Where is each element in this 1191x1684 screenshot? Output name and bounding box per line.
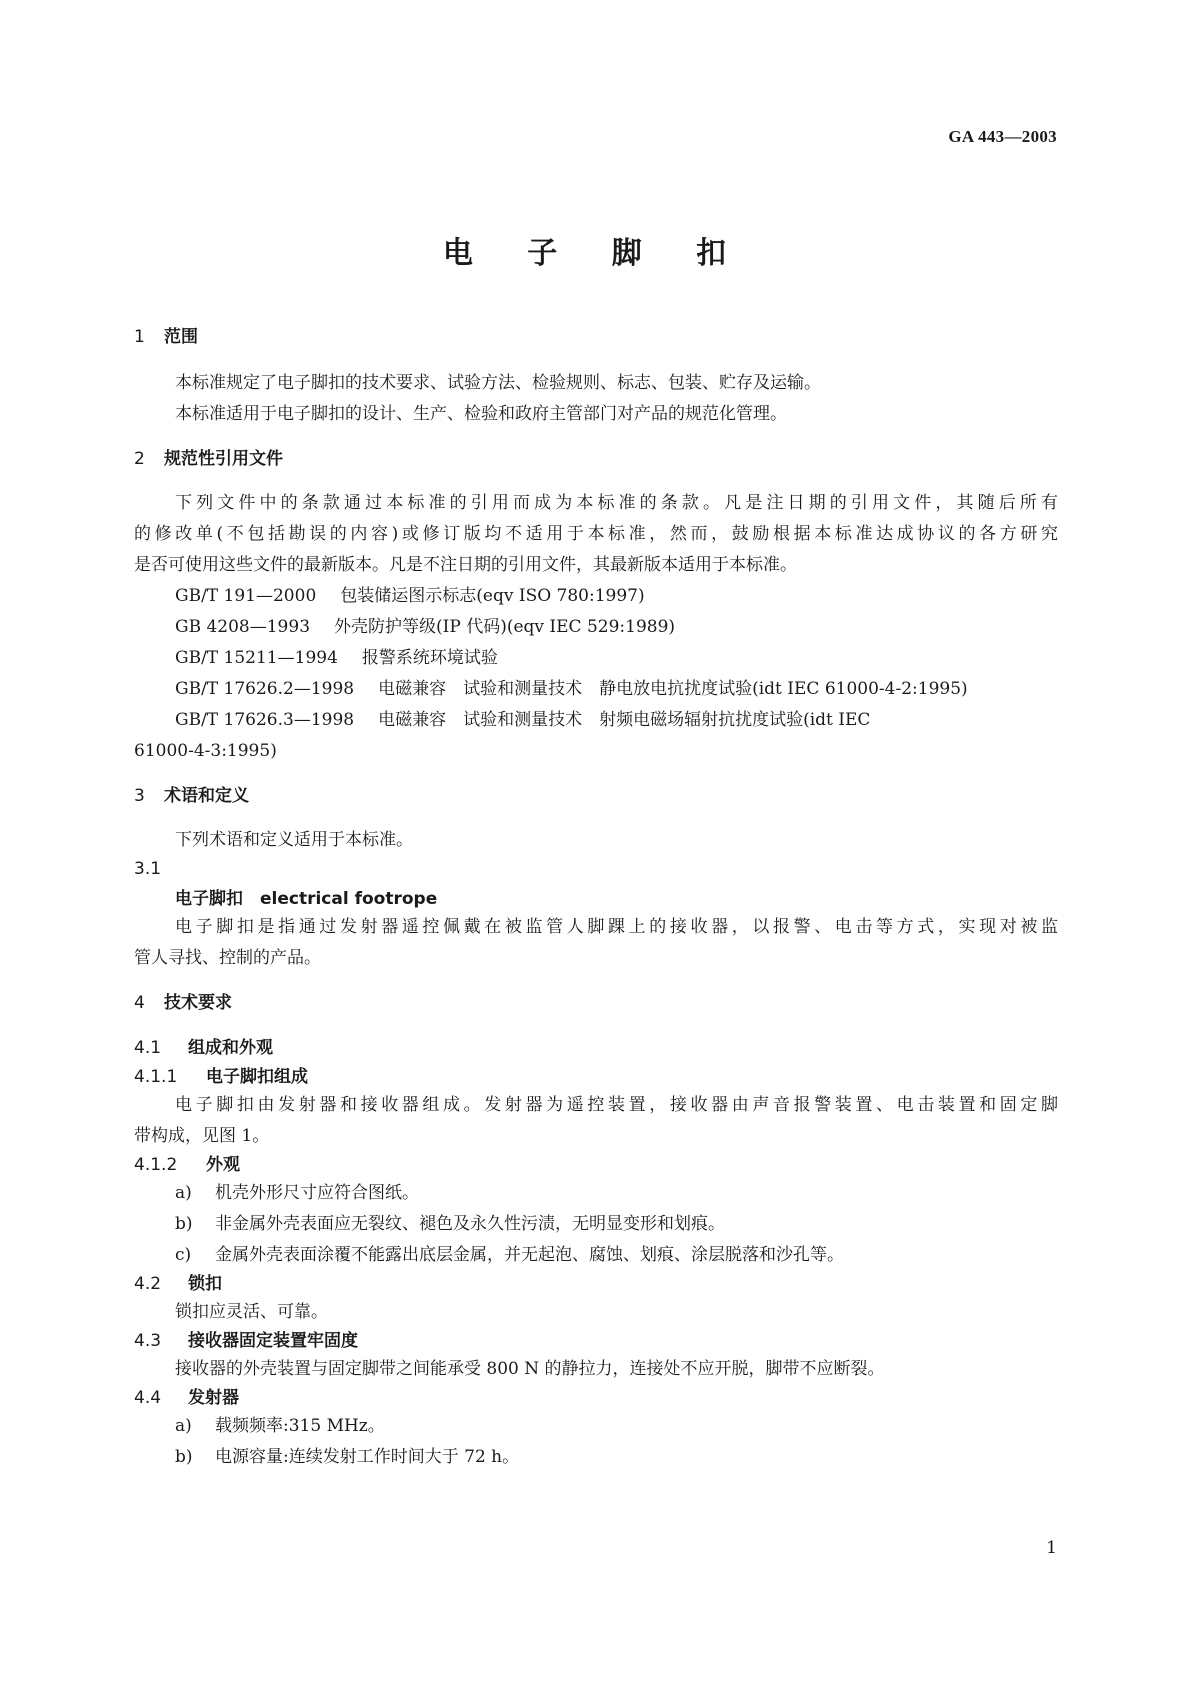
paragraph: 接收器的外壳装置与固定脚带之间能承受 800 N 的静拉力，连接处不应开脱，脚带不应断裂。: [175, 1359, 885, 1379]
paragraph-line: 下列文件中的条款通过本标准的引用而成为本标准的条款。凡是注日期的引用文件，其随后所有: [175, 493, 1058, 513]
paragraph: 锁扣应灵活、可靠。: [175, 1302, 328, 1322]
document-body: [134, 324, 1058, 1473]
paragraph-line: 带构成，见图 1。: [134, 1126, 270, 1146]
list-item: [134, 1411, 1058, 1442]
section-4-4-heading: [134, 1385, 1058, 1411]
section-number: 4.1.2: [134, 1155, 178, 1175]
list-text: 非金属外壳表面应无裂纹、褪色及永久性污渍，无明显变形和划痕。: [215, 1214, 725, 1234]
section-4-2-heading: [134, 1271, 1058, 1297]
reference-continuation: 61000-4-3:1995): [134, 741, 277, 761]
term-entry: 电子脚扣 electrical footrope: [175, 889, 438, 909]
standard-code: GA 443—2003: [948, 127, 1057, 146]
list-text: 机壳外形尺寸应符合图纸。: [215, 1183, 419, 1203]
paragraph: 下列术语和定义适用于本标准。: [175, 830, 413, 850]
list-marker: b): [175, 1447, 193, 1467]
section-title: 规范性引用文件: [164, 449, 283, 469]
reference-code: GB/T 17626.2—1998: [175, 679, 355, 699]
reference-name: 包装储运图示标志(eqv ISO 780:1997): [340, 586, 645, 606]
section-title: 接收器固定装置牢固度: [188, 1331, 358, 1351]
section-title: 发射器: [188, 1388, 239, 1408]
list-marker: a): [175, 1183, 192, 1203]
paragraph: 本标准规定了电子脚扣的技术要求、试验方法、检验规则、标志、包装、贮存及运输。: [175, 373, 821, 393]
paragraph-line: 是否可使用这些文件的最新版本。凡是不注日期的引用文件，其最新版本适用于本标准。: [134, 555, 797, 575]
list-item: [134, 1240, 1058, 1271]
reference-item: [134, 705, 1058, 736]
reference-name: 电磁兼容 试验和测量技术 静电放电抗扰度试验(idt IEC 61000-4-2:1995): [378, 679, 968, 699]
list-text: 电源容量:连续发射工作时间大于 72 h。: [215, 1447, 520, 1467]
section-4-1-heading: [134, 1035, 1058, 1061]
section-title: 锁扣: [188, 1274, 222, 1294]
list-marker: c): [175, 1245, 192, 1265]
reference-code: GB 4208—1993: [175, 617, 311, 637]
section-number: 4.2: [134, 1274, 162, 1294]
paragraph: 本标准适用于电子脚扣的设计、生产、检验和政府主管部门对产品的规范化管理。: [175, 404, 787, 424]
section-title: 组成和外观: [188, 1038, 273, 1058]
reference-name: 外壳防护等级(IP 代码)(eqv IEC 529:1989): [334, 617, 676, 637]
section-4-3-heading: [134, 1328, 1058, 1354]
list-item: [134, 1442, 1058, 1473]
reference-item: [134, 581, 1058, 612]
page-number: 1: [1046, 1538, 1057, 1558]
definition-line: 电子脚扣是指通过发射器遥控佩戴在被监管人脚踝上的接收器，以报警、电击等方式，实现对被监: [175, 917, 1058, 937]
section-4-heading: [134, 990, 1058, 1016]
reference-code: GB/T 17626.3—1998: [175, 710, 355, 730]
section-title: 技术要求: [164, 993, 232, 1013]
list-text: 载频频率:315 MHz。: [215, 1416, 385, 1436]
section-number: 4.1: [134, 1038, 162, 1058]
section-title: 术语和定义: [164, 786, 249, 806]
section-number: 4: [134, 993, 145, 1013]
list-text: 金属外壳表面涂覆不能露出底层金属，并无起泡、腐蚀、划痕、涂层脱落和沙孔等。: [215, 1245, 844, 1265]
list-item: [134, 1209, 1058, 1240]
reference-code: GB/T 191—2000: [175, 586, 317, 606]
section-2-heading: [134, 446, 1058, 472]
reference-code: GB/T 15211—1994: [175, 648, 338, 668]
section-title: 电子脚扣组成: [206, 1067, 308, 1087]
paragraph-line: 电子脚扣由发射器和接收器组成。发射器为遥控装置，接收器由声音报警装置、电击装置和固定脚: [175, 1095, 1058, 1115]
reference-name: 报警系统环境试验: [361, 648, 498, 668]
reference-name: 电磁兼容 试验和测量技术 射频电磁场辐射抗扰度试验(idt IEC: [378, 710, 871, 730]
section-number: 2: [134, 449, 145, 469]
section-number: 4.1.1: [134, 1067, 178, 1087]
definition-line: 管人寻找、控制的产品。: [134, 948, 321, 968]
section-number: 1: [134, 327, 145, 347]
section-1-heading: [134, 324, 1058, 350]
paragraph-line: 的修改单(不包括勘误的内容)或修订版均不适用于本标准，然而，鼓励根据本标准达成协议的各方研究: [134, 524, 1058, 544]
section-4-1-1-heading: [134, 1064, 1058, 1090]
section-title: 范围: [164, 327, 198, 347]
list-marker: b): [175, 1214, 193, 1234]
section-3-heading: [134, 783, 1058, 809]
list-item: [134, 1178, 1058, 1209]
document-title: 电 子 脚 扣: [442, 236, 749, 271]
reference-item: [134, 612, 1058, 643]
reference-item: [134, 674, 1058, 705]
reference-item: [134, 643, 1058, 674]
section-number: 3: [134, 786, 145, 806]
subsection-number: 3.1: [134, 859, 162, 879]
section-4-1-2-heading: [134, 1152, 1058, 1178]
section-title: 外观: [206, 1155, 240, 1175]
section-number: 4.3: [134, 1331, 162, 1351]
list-marker: a): [175, 1416, 192, 1436]
section-number: 4.4: [134, 1388, 162, 1408]
